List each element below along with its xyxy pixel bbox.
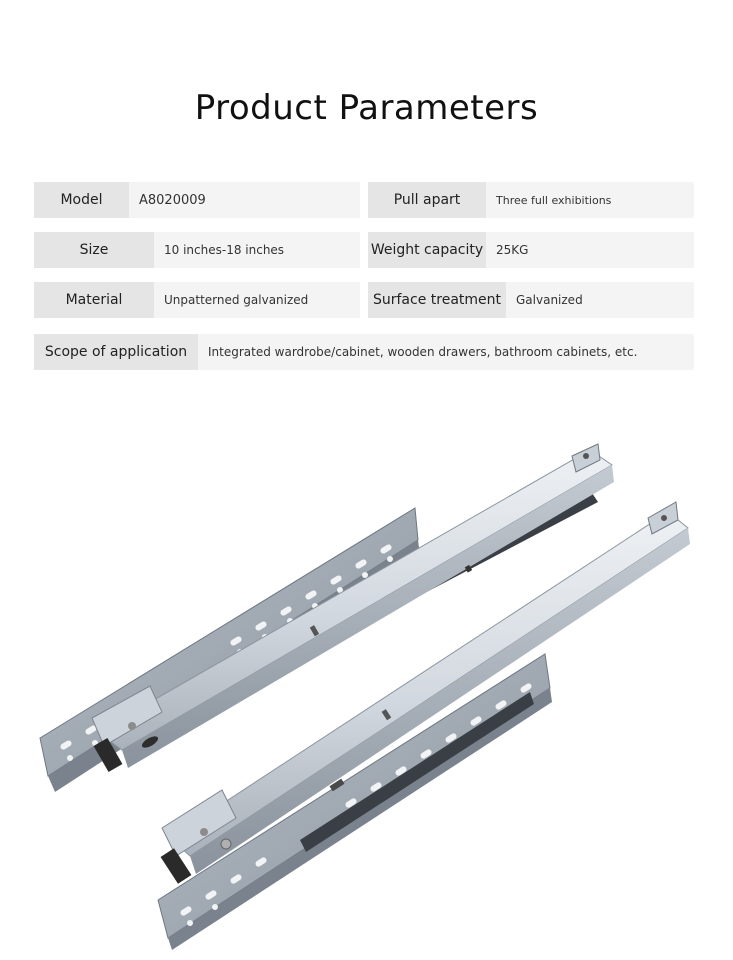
- param-row-model: [34, 182, 694, 218]
- material-label: Material: [34, 282, 154, 318]
- weight-capacity-value: 25KG: [486, 232, 694, 268]
- surface-treatment-value: Galvanized: [506, 282, 694, 318]
- pull-apart-label: Pull apart: [368, 182, 486, 218]
- model-label: Model: [34, 182, 129, 218]
- scope-label: Scope of application: [34, 334, 198, 370]
- model-value: A8020009: [129, 182, 360, 218]
- page-title: Product Parameters: [194, 88, 539, 128]
- param-row-material: [34, 282, 694, 318]
- scope-value: Integrated wardrobe/cabinet, wooden drawers, bathroom cabinets, etc.: [198, 334, 694, 370]
- param-row-size: [34, 232, 694, 268]
- material-value: Unpatterned galvanized: [154, 282, 360, 318]
- param-row-scope: [34, 334, 694, 370]
- product-image-drawer-slides: [0, 420, 733, 960]
- size-value: 10 inches-18 inches: [154, 232, 360, 268]
- weight-capacity-label: Weight capacity: [368, 232, 486, 268]
- surface-treatment-label: Surface treatment: [368, 282, 506, 318]
- size-label: Size: [34, 232, 154, 268]
- pull-apart-value: Three full exhibitions: [486, 182, 694, 218]
